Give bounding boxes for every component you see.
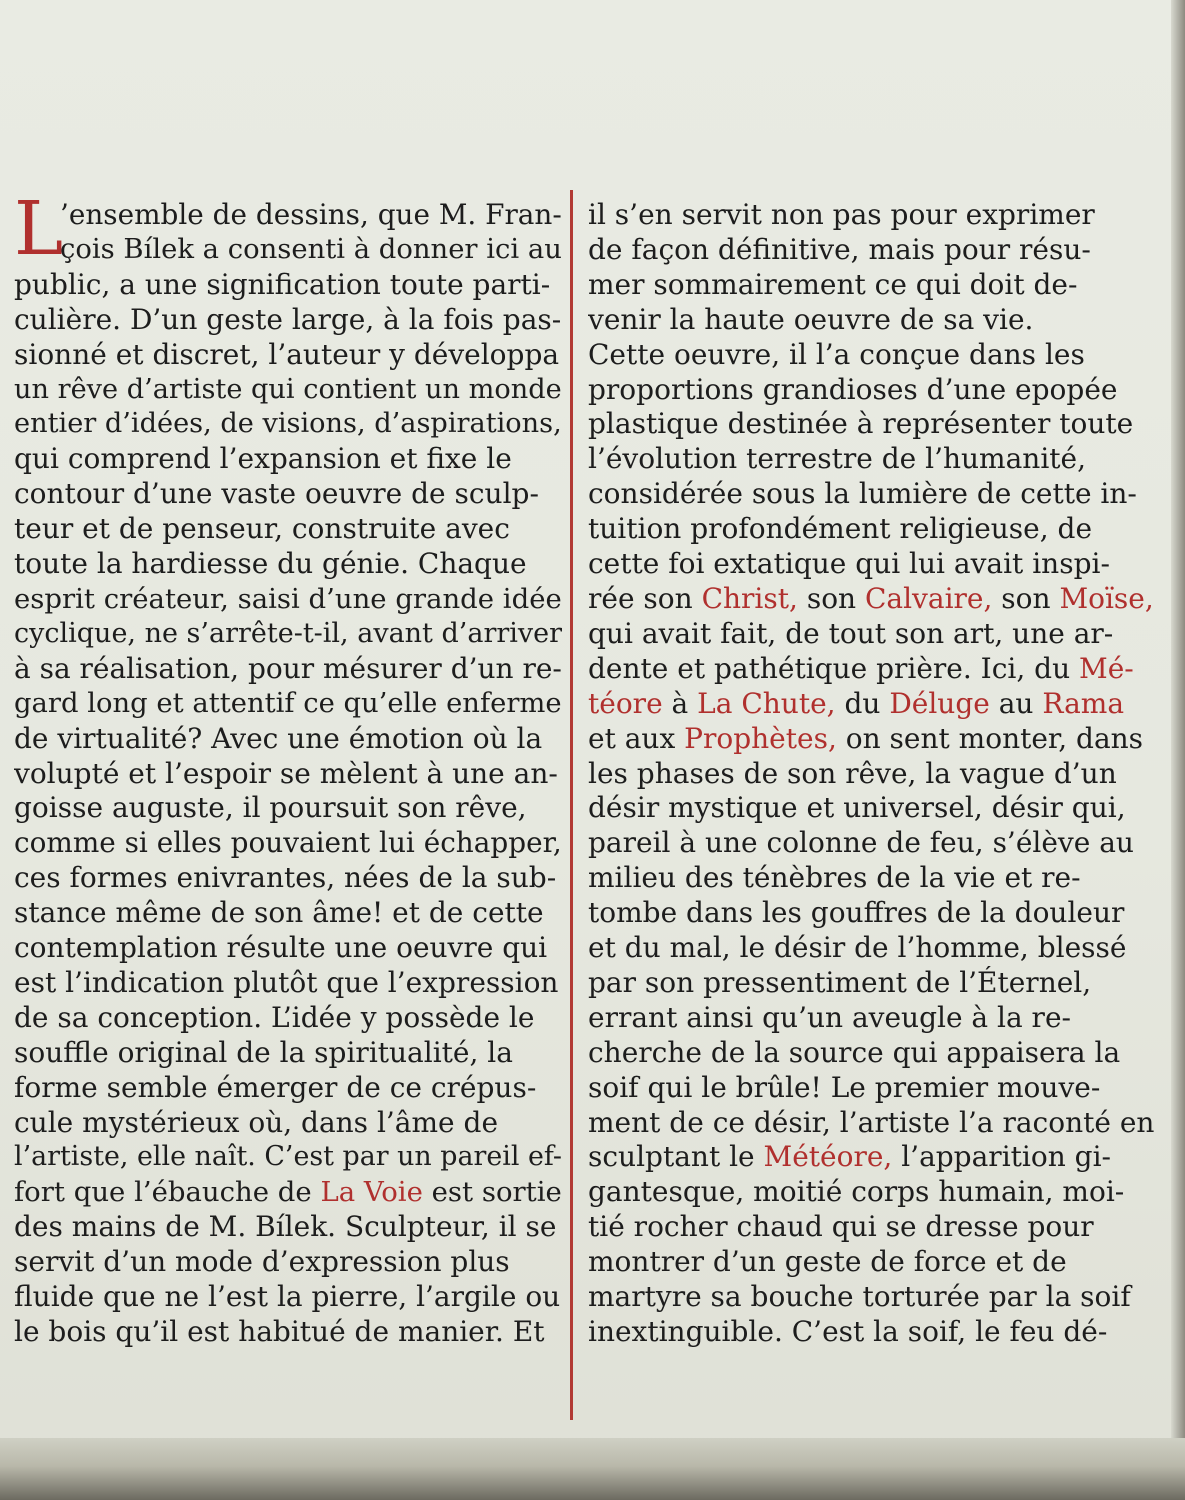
work-title-moise: Moïse, xyxy=(1059,581,1154,615)
work-title-meteore-start: Mé- xyxy=(1079,651,1134,685)
left-text-column xyxy=(14,198,562,1350)
text-line: l’évolution terrestre de l’humanité, xyxy=(588,442,1086,476)
text-line xyxy=(588,722,1156,757)
text-segment: son xyxy=(797,581,865,615)
text-line: il s’en servit non pas pour exprimer xyxy=(588,198,1095,231)
text-segment: est sortie xyxy=(422,1176,562,1209)
text-line xyxy=(588,652,1156,687)
text-line: ment de ce désir, l’artiste l’a raconté en xyxy=(588,1105,1155,1139)
text-line: considérée sous la lumière de cette in- xyxy=(588,477,1137,511)
text-segment: et aux xyxy=(588,721,685,755)
text-line: par son pressentiment de l’Éternel, xyxy=(588,965,1092,999)
text-line: de façon définitive, mais pour résu- xyxy=(588,232,1091,266)
text-line: mer sommairement ce qui doit de- xyxy=(588,267,1078,301)
text-line: de sa conception. L’idée y possède le xyxy=(14,1000,535,1034)
text-line: fluide que ne l’est la pierre, l’argile ou xyxy=(14,1280,561,1314)
page-edge-right xyxy=(1171,0,1185,1500)
text-line: tuition profondément religieuse, de xyxy=(588,512,1093,546)
text-line xyxy=(588,1140,1156,1175)
text-line: martyre sa bouche torturée par la soif xyxy=(588,1280,1131,1314)
text-segment: dente et pathétique prière. Ici, du xyxy=(588,651,1080,685)
text-line: est l’indication plutôt que l’expression xyxy=(14,965,559,999)
text-line: l’artiste, elle naît. C’est par un pareil ef- xyxy=(14,1141,562,1173)
text-line: milieu des ténèbres de la vie et re- xyxy=(588,861,1081,895)
text-segment: à xyxy=(662,686,698,720)
text-line: forme semble émerger de ce crépus- xyxy=(14,1070,537,1104)
text-line xyxy=(14,1175,562,1210)
text-line: souffle original de la spiritualité, la xyxy=(14,1035,513,1069)
text-line: montrer d’un geste de force et de xyxy=(588,1245,1067,1279)
drop-cap: L xyxy=(14,186,64,272)
text-line: tombe dans les gouffres de la douleur xyxy=(588,896,1125,930)
work-title-christ: Christ, xyxy=(701,581,798,615)
work-title-calvaire: Calvaire, xyxy=(864,581,993,615)
work-title-deluge: Déluge xyxy=(889,686,990,720)
text-line: de virtualité? Avec une émotion où la xyxy=(14,721,543,755)
text-line: culière. D’un geste large, à la fois pas- xyxy=(14,302,562,336)
text-line: ces formes enivrantes, nées de la sub- xyxy=(14,861,557,895)
text-line: qui avait fait, de tout son art, une ar- xyxy=(588,616,1114,650)
text-line: tié rocher chaud qui se dresse pour xyxy=(588,1210,1094,1244)
text-line: servit d’un mode d’expression plus xyxy=(14,1245,510,1279)
text-line: cette foi extatique qui lui avait inspi- xyxy=(588,547,1110,581)
text-line: cyclique, ne s’arrête-t-il, avant d’arriver xyxy=(14,617,562,649)
text-line: Cette oeuvre, il l’a conçue dans les xyxy=(588,337,1085,371)
text-line: errant ainsi qu’un aveugle à la re- xyxy=(588,1000,1071,1034)
text-line: plastique destinée à représenter toute xyxy=(588,407,1134,441)
text-segment: du xyxy=(835,686,890,720)
work-title-meteore: Météore, xyxy=(763,1140,893,1174)
work-title-rama: Rama xyxy=(1042,686,1125,720)
text-line: contemplation résulte une oeuvre qui xyxy=(14,931,548,965)
text-line: volupté et l’espoir se mèlent à une an- xyxy=(14,756,558,790)
text-segment: fort que l’ébauche de xyxy=(14,1176,321,1209)
text-line: contour d’une vaste oeuvre de sculp- xyxy=(14,477,539,511)
text-line: et du mal, le désir de l’homme, blessé xyxy=(588,931,1127,965)
text-line: pareil à une colonne de feu, s’élève au xyxy=(588,826,1134,860)
work-title-la-chute: La Chute, xyxy=(697,686,836,720)
text-line: entier d’idées, de visions, d’aspirations, xyxy=(14,408,562,440)
text-line: un rêve d’artiste qui contient un monde xyxy=(14,373,562,405)
text-line: comme si elles pouvaient lui échapper, xyxy=(14,826,562,860)
work-title-prophetes: Prophètes, xyxy=(684,721,837,755)
text-segment: sculptant le xyxy=(588,1140,764,1174)
text-line: des mains de M. Bílek. Sculpteur, il se xyxy=(14,1210,557,1244)
text-line: qui comprend l’expansion et fixe le xyxy=(14,442,512,476)
text-line: stance même de son âme! et de cette xyxy=(14,896,544,930)
text-line: teur et de penseur, construite avec xyxy=(14,512,510,546)
text-line: goisse auguste, il poursuit son rêve, xyxy=(14,791,527,825)
text-line: ’ensemble de dessins, que M. Fran- xyxy=(60,198,562,231)
text-segment: rée son xyxy=(588,581,702,615)
work-title-la-voie: La Voie xyxy=(320,1176,423,1209)
text-segment: son xyxy=(992,581,1060,615)
text-line: inextinguible. C’est la soif, le feu dé- xyxy=(588,1315,1108,1348)
right-text-column xyxy=(588,198,1156,1350)
text-segment: au xyxy=(989,686,1043,720)
text-line: toute la hardiesse du génie. Chaque xyxy=(14,547,527,581)
text-line: proportions grandioses d’une epopée xyxy=(588,372,1118,406)
text-segment: on sent monter, dans xyxy=(836,721,1144,755)
text-segment: l’apparition gi- xyxy=(892,1140,1111,1174)
text-line: esprit créateur, saisi d’une grande idée xyxy=(14,582,562,615)
work-title-meteore-end: téore xyxy=(588,686,663,720)
text-line: venir la haute oeuvre de sa vie. xyxy=(588,302,1034,336)
text-line: le bois qu’il est habitué de manier. Et xyxy=(14,1315,545,1348)
text-line: soif qui le brûle! Le premier mouve- xyxy=(588,1070,1101,1104)
text-line: désir mystique et universel, désir qui, xyxy=(588,791,1126,825)
text-line: sionné et discret, l’auteur y développa xyxy=(14,337,560,371)
text-line xyxy=(588,582,1156,617)
column-divider xyxy=(570,190,573,1420)
text-line: gard long et attentif ce qu’elle enferme xyxy=(14,687,562,719)
page-edge-bottom xyxy=(0,1438,1185,1500)
text-line xyxy=(588,687,1156,722)
text-line: cule mystérieux où, dans l’âme de xyxy=(14,1105,499,1139)
text-line: gantesque, moitié corps humain, moi- xyxy=(588,1175,1125,1209)
text-line: les phases de son rêve, la vague d’un xyxy=(588,756,1117,790)
text-line: çois Bílek a consenti à donner ici au xyxy=(60,233,562,265)
text-line: public, a une signification toute parti- xyxy=(14,267,551,301)
text-line: à sa réalisation, pour mésurer d’un re- xyxy=(14,651,562,685)
text-line: cherche de la source qui appaisera la xyxy=(588,1035,1121,1069)
